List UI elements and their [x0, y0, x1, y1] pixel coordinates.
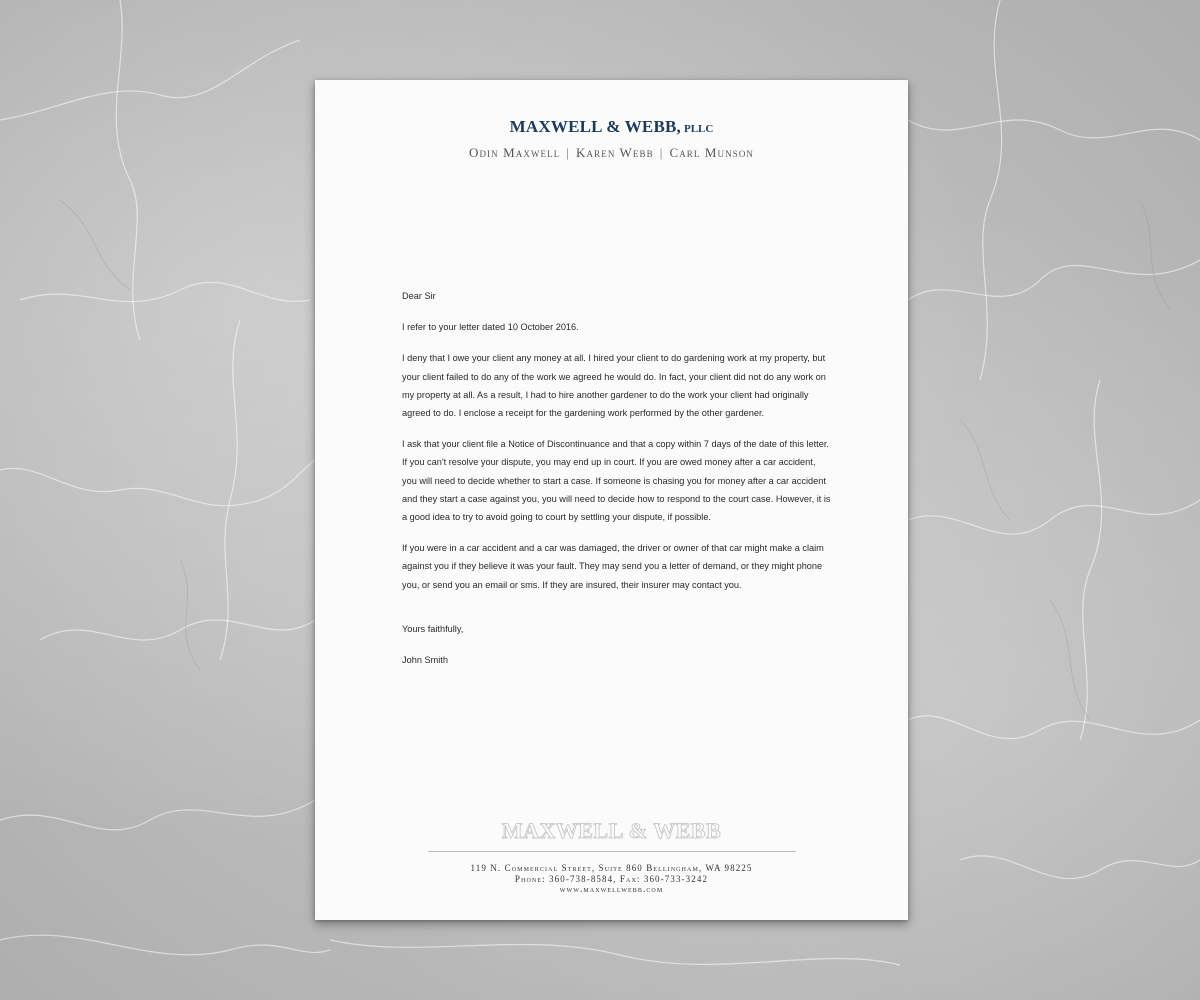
paragraph: I deny that I owe your client any money at all. I hired your client to do gardening work at my property, but your client failed to do any of the work we agreed he would do. In fact, your client did not do any work on my property at all. As a result, I had to hire another gardener to do the work your client had originally agreed to do. I enclose a receipt for the gardening work performed by the other gardener.	[402, 353, 826, 419]
firm-name: MAXWELL & WEBB,	[509, 117, 681, 136]
letterhead	[315, 117, 908, 161]
firm-name-line	[315, 117, 908, 137]
footer-divider	[428, 851, 796, 852]
signature: John Smith	[402, 655, 448, 666]
firm-suffix: PLLC	[683, 123, 714, 135]
partner-separator: |	[659, 145, 664, 160]
paragraph: If you were in a car accident and a car was damaged, the driver or owner of that car might make a claim against you if they believe it was your fault. They may send you a letter of demand, or they might phone you, or send you an email or sms. If they are insured, their insurer may contact you.	[402, 543, 824, 590]
footer-logo: MAXWELL & WEBB	[501, 818, 722, 843]
footer-phone-line: Phone: 360-738-8584, Fax: 360-733-3242	[514, 873, 709, 884]
footer-address-line: 119 N. Commercial Street, Suite 860 Bellingham, WA 98225	[470, 863, 753, 873]
letter-body	[402, 287, 832, 682]
closing: Yours faithfully,	[402, 623, 464, 634]
partner-name: Karen Webb	[576, 145, 654, 160]
paragraph: I ask that your client file a Notice of Discontinuance and that a copy within 7 days of the date of this letter. If you can't resolve your dispute, you may end up in court. If you are owed money after a car accident, you will need to decide whether to start a case. If someone is chasing you for money after a car accident and they start a case against you, you will need to decide how to respond to the court case. However, it is a good idea to try to avoid going to court by settling your dispute, if possible.	[402, 439, 831, 523]
partner-names	[315, 145, 908, 161]
salutation: Dear Sir	[402, 291, 436, 301]
letter-paper	[315, 80, 908, 920]
paragraph: I refer to your letter dated 10 October 2016.	[402, 322, 579, 333]
partner-separator: |	[566, 145, 571, 160]
partner-name: Odin Maxwell	[468, 145, 561, 160]
footer-contact	[315, 863, 908, 895]
partner-name: Carl Munson	[669, 145, 755, 160]
footer-web-line: www.maxwellwebb.com	[559, 884, 664, 894]
